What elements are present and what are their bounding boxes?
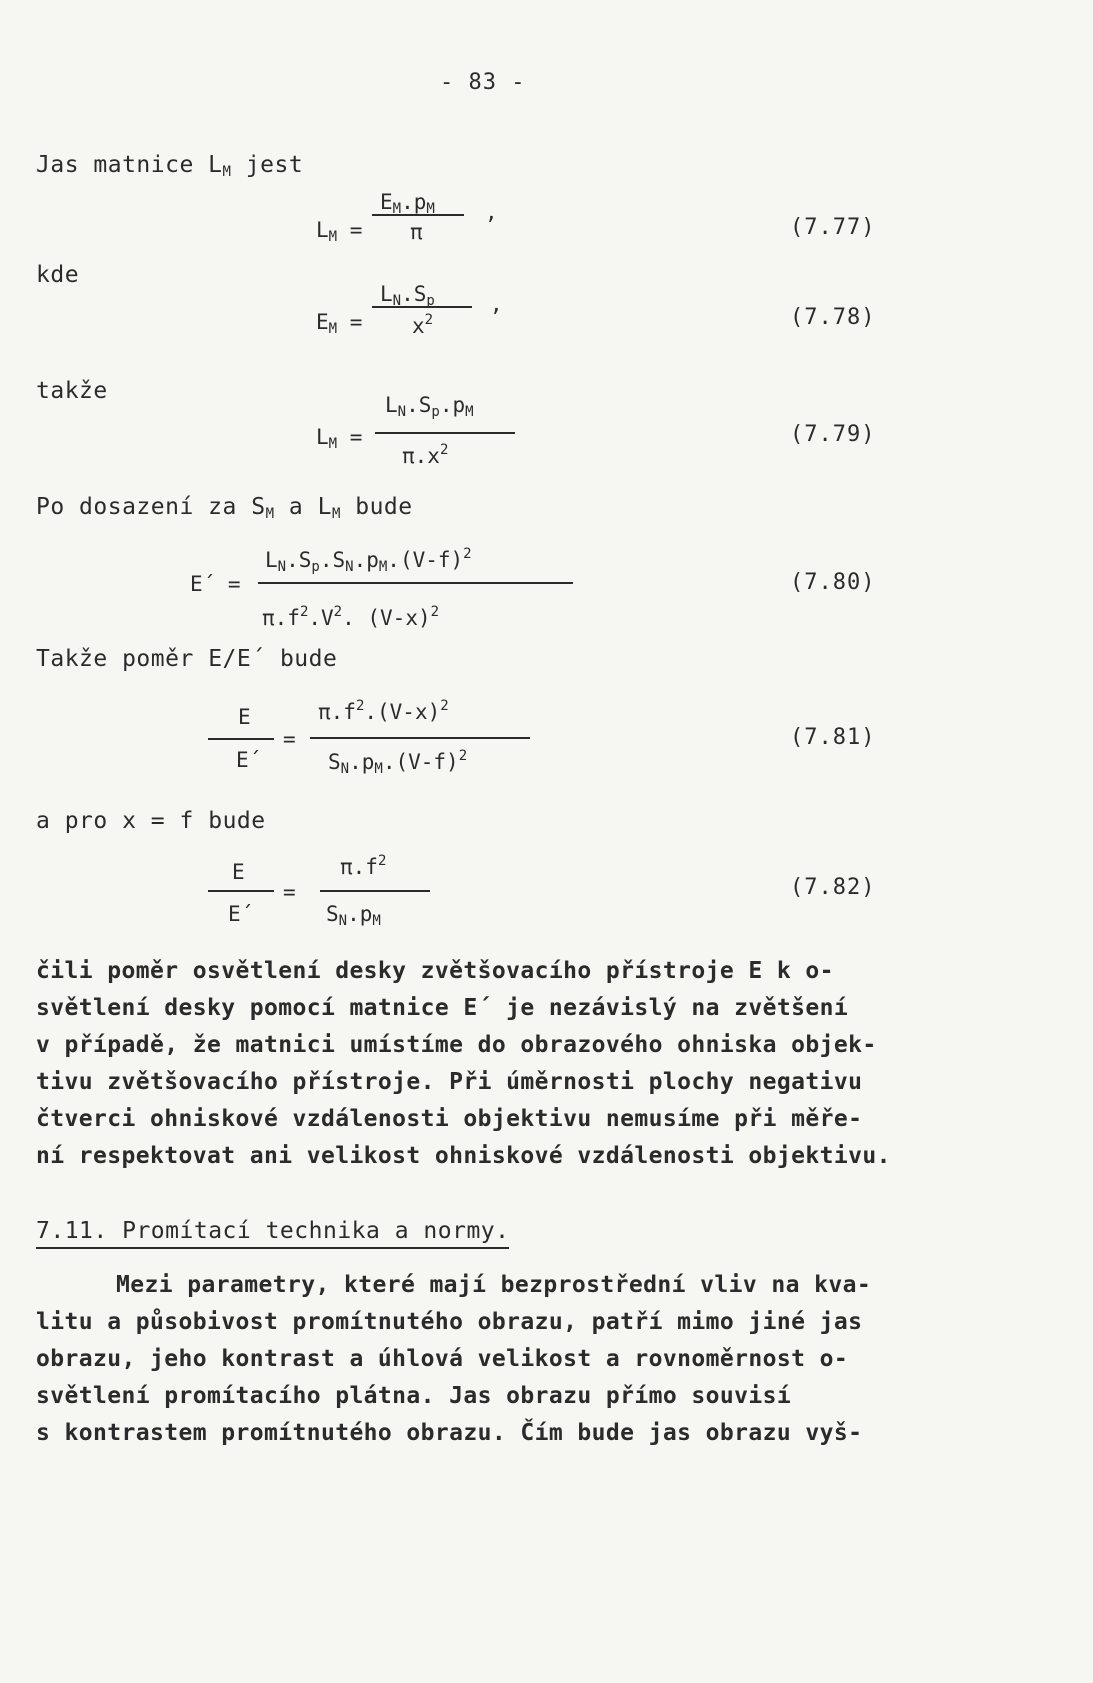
eq80-lhs: E´ =: [190, 572, 241, 596]
eq82-lhs-denominator: E´: [228, 902, 254, 926]
text-takze-pomer: Takže poměr E/E´ bude: [36, 646, 338, 672]
section-heading: [36, 1218, 509, 1249]
equation-number-7-79: (7.79): [790, 422, 876, 447]
text-kde: kde: [36, 262, 80, 288]
eq80-numerator: $L_N.S_p.S_N.p_M.(V-f)^2$: [265, 546, 472, 575]
text-a-pro: a pro x = f bude: [36, 808, 266, 834]
text-line: světlení desky pomocí matnice E´ je nezávislý na zvětšení: [36, 995, 849, 1021]
equation-number-7-78: (7.78): [790, 305, 876, 330]
eq78-fraction-bar: [372, 306, 472, 308]
text-line: čili poměr osvětlení desky zvětšovacího přístroje E k o-: [36, 958, 834, 984]
text-takze: takže: [36, 378, 108, 404]
text-line: s kontrastem promítnutého obrazu. Čím bude jas obrazu vyš-: [36, 1420, 863, 1446]
text-line: čtverci ohniskové vzdálenosti objektivu nemusíme při měře-: [36, 1106, 863, 1132]
eq81-denominator: $S_N.p_M.(V-f)^2$: [328, 748, 468, 777]
text-line: světlení promítacího plátna. Jas obrazu přímo souvisí: [36, 1383, 792, 1409]
eq82-denominator: $S_N.p_M$: [326, 902, 381, 929]
eq78-numerator: $L_N.S_p$: [380, 282, 435, 309]
eq80-fraction-bar: [258, 582, 573, 584]
text-line: ní respektovat ani velikost ohniskové vzdálenosti objektivu.: [36, 1143, 891, 1169]
text-jas-matnice: Jas matnice $L_M$ jest: [36, 152, 304, 180]
eq81-equals: =: [283, 727, 296, 751]
section-number: 7.11.: [36, 1218, 108, 1244]
eq82-lhs-bar: [208, 890, 274, 892]
eq82-lhs-numerator: E: [232, 860, 245, 884]
eq82-equals: =: [283, 880, 296, 904]
equation-number-7-77: (7.77): [790, 215, 876, 240]
eq80-denominator: $\pi.f^2.V^2$. $(V-x)^2$: [262, 604, 440, 630]
eq81-lhs-denominator: E´: [236, 748, 262, 772]
eq82-numerator: $\pi.f^2$: [340, 853, 387, 879]
eq81-lhs-numerator: E: [238, 705, 251, 729]
text-po-dosazeni: Po dosazení za $S_M$ a $L_M$ bude: [36, 494, 413, 522]
eq77-lhs: $L_M$ =: [316, 218, 363, 245]
eq79-lhs: $L_M$ =: [316, 425, 363, 452]
equation-number-7-81: (7.81): [790, 725, 876, 750]
eq78-comma: ,: [490, 292, 503, 316]
equation-number-7-80: (7.80): [790, 570, 876, 595]
equation-number-7-82: (7.82): [790, 875, 876, 900]
eq78-lhs: $E_M$ =: [316, 310, 363, 337]
eq82-fraction-bar: [320, 890, 430, 892]
page-number: - 83 -: [440, 70, 526, 95]
paragraph-1: [36, 958, 891, 1180]
eq79-denominator: $\pi.x^2$: [402, 442, 449, 468]
eq77-numerator: $E_M.p_M$: [380, 190, 435, 217]
text-line: Mezi parametry, které mají bezprostřední vliv na kva-: [116, 1272, 872, 1298]
eq77-comma: ,: [485, 200, 498, 224]
text-line: obrazu, jeho kontrast a úhlová velikost a rovnoměrnost o-: [36, 1346, 849, 1372]
eq77-denominator: π: [410, 220, 423, 244]
eq79-numerator: $L_N.S_p.p_M$: [385, 393, 474, 420]
paragraph-2: [36, 1272, 871, 1457]
section-title: Promítací technika a normy.: [122, 1218, 510, 1244]
eq79-fraction-bar: [375, 432, 515, 434]
eq77-fraction-bar: [372, 214, 464, 216]
text-line: tivu zvětšovacího přístroje. Při úměrnosti plochy negativu: [36, 1069, 863, 1095]
eq81-fraction-bar: [310, 737, 530, 739]
eq78-denominator: $x^2$: [412, 312, 434, 338]
eq81-numerator: $\pi.f^2.(V-x)^2$: [318, 698, 449, 724]
text-line: v případě, že matnici umístíme do obrazového ohniska objek-: [36, 1032, 877, 1058]
eq81-lhs-bar: [208, 738, 274, 740]
text-line: litu a působivost promítnutého obrazu, patří mimo jiné jas: [36, 1309, 863, 1335]
